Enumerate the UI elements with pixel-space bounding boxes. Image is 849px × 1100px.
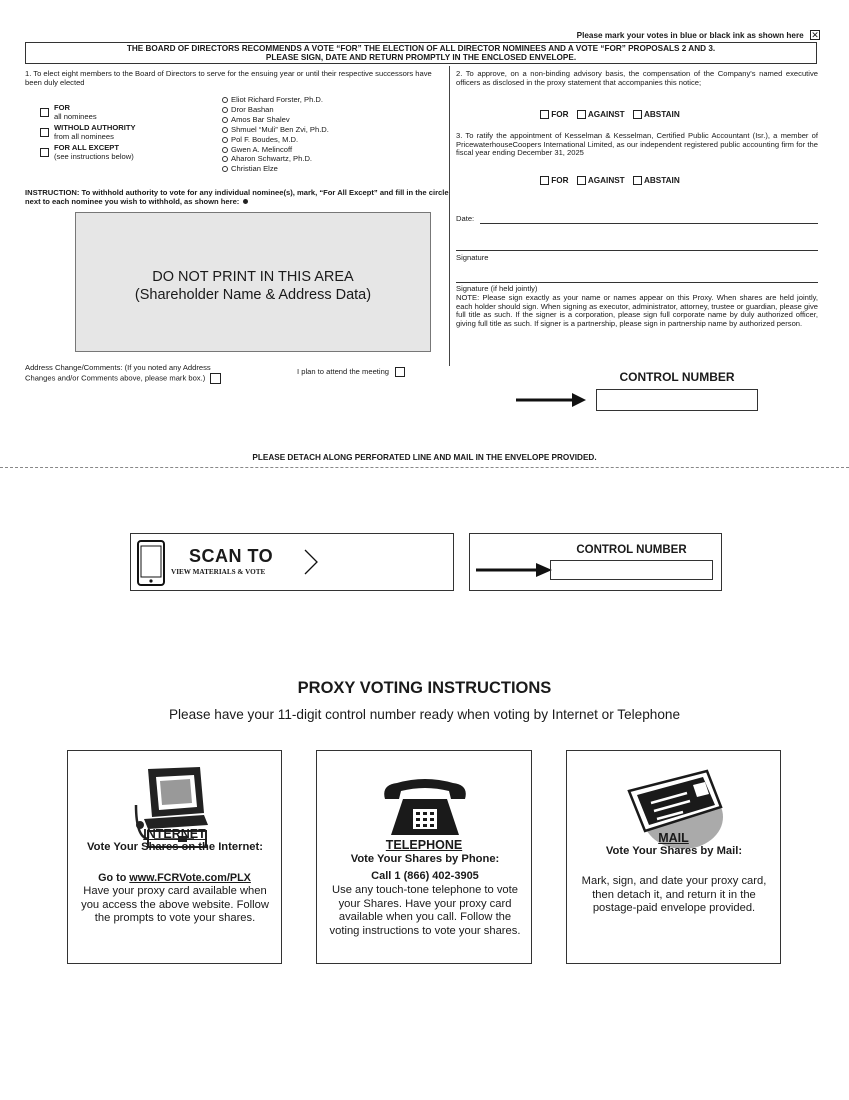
column-divider [449,66,450,366]
internet-title: INTERNET [143,827,206,841]
p3-abstain-checkbox[interactable] [633,176,642,185]
nominee-item[interactable]: Pol F. Boudes, M.D. [222,135,442,145]
board-recommendation-line1: THE BOARD OF DIRECTORS RECOMMENDS A VOTE “FOR” THE ELECTION OF ALL DIRECTOR NOMINEES AND A VOTE “FOR” PROPOSALS 2 AND 3. [126,44,716,53]
address-change-checkbox[interactable] [210,373,221,384]
p2-against-label: AGAINST [587,110,625,119]
control-number-box-bottom [469,533,722,591]
proposal-2-text: 2. To approve, on a non-binding advisory basis, the compensation of the Company's named executive officers as disclosed in the proxy statement that accompanies this notice; [456,69,818,87]
signature-joint-line[interactable] [456,282,818,283]
mark-votes-text: Please mark your votes in blue or black ink as shown here [576,31,804,40]
internet-goto: Go to www.FCRVote.com/PLX [98,872,251,884]
p2-abstain-label: ABSTAIN [643,110,680,119]
p3-against-label: AGAINST [587,176,625,185]
withhold-checkbox[interactable] [40,128,49,137]
for-all-checkbox[interactable] [40,108,49,117]
nominee-circle[interactable] [222,127,228,133]
for-all-except-label: FOR ALL EXCEPT [54,143,119,152]
nominee-circle[interactable] [222,107,228,113]
for-all-sub: all nominees [54,111,97,121]
perforated-line [0,467,849,468]
telephone-call: Call 1 (866) 402-3905 [371,870,479,882]
p3-against-checkbox[interactable] [577,176,586,185]
proposal-1-text: 1. To elect eight members to the Board of Directors to serve for the ensuing year or until their respective successors have been duly elected [25,69,432,87]
chevron-right-icon [303,548,319,576]
phone-icon [137,540,165,586]
proposal-3-votes [540,176,760,185]
nominee-item[interactable]: Christian Elze [222,164,442,174]
arrow-right-icon [516,392,586,408]
signature-joint-label: Signature (if held jointly) [456,284,538,293]
proposal-1-options [40,104,200,160]
do-not-print-line1: DO NOT PRINT IN THIS AREA [152,269,354,285]
board-recommendation-line2: PLEASE SIGN, DATE AND RETURN PROMPTLY IN THE ENCLOSED ENVELOPE. [265,53,577,63]
telephone-icon [377,777,473,839]
proposal-3-text: 3. To ratify the appointment of Kesselman & Kesselman, Certified Public Accountant (Isr.), a member of PricewaterhouseCoopers International Limited, as our independent registered public accounting firm for the fiscal year ending December 31, 2025 [456,131,818,158]
mail-card [566,750,781,964]
date-line[interactable] [480,223,818,224]
for-all-except-checkbox[interactable] [40,148,49,157]
signature-line[interactable] [456,250,818,251]
nominee-item[interactable]: Amos Bar Shalev [222,115,442,125]
nominee-circle[interactable] [222,137,228,143]
nominee-list [222,95,442,174]
internet-card [67,750,282,964]
address-area [75,212,431,352]
p3-abstain-label: ABSTAIN [643,176,680,185]
internet-heading: Vote Your Shares on the Internet: [87,841,263,853]
filled-circle-icon [243,199,248,204]
nominee-item[interactable]: Dror Bashan [222,105,442,115]
option-for-all-except [40,144,200,160]
board-recommendation-box [25,42,817,64]
x-example-box: ✕ [811,30,819,40]
nominee-item[interactable]: Gwen A. Melincoff [222,145,442,155]
attend-meeting-checkbox[interactable] [395,367,405,377]
do-not-print-line2: (Shareholder Name & Address Data) [134,287,372,303]
scan-to-text: SCAN TO [189,546,274,566]
nominee-circle[interactable] [222,166,228,172]
nominee-item[interactable]: Eliot Richard Forster, Ph.D. [222,95,442,105]
for-all-label: FOR [54,103,71,112]
view-materials-text: VIEW MATERIALS & VOTE [171,568,266,576]
nominee-item[interactable]: Aharon Schwartz, Ph.D. [222,154,442,164]
p2-for-label: FOR [551,110,569,119]
p2-for-checkbox[interactable] [540,110,549,119]
withhold-label: WITHOLD AUTHORITY [54,123,136,132]
telephone-title: TELEPHONE [385,838,463,852]
p2-abstain-checkbox[interactable] [633,110,642,119]
telephone-body: Use any touch-tone telephone to vote your Shares. Have your proxy card available when you call. Follow the voting instructions to vote your shares. [329,884,521,937]
control-number-label-top: CONTROL NUMBER [619,370,735,384]
address-change-text [25,364,295,384]
mark-votes-note [520,30,820,40]
instructions-title: PROXY VOTING INSTRUCTIONS [297,679,552,697]
attend-meeting-label: I plan to attend the meeting [297,367,390,376]
instructions-subtitle: Please have your 11-digit control number ready when voting by Internet or Telephone [168,707,681,722]
mail-title: MAIL [658,831,689,845]
control-number-input-top[interactable] [596,389,758,411]
date-label: Date: [456,214,475,223]
withhold-sub: from all nominees [54,131,114,141]
p2-against-checkbox[interactable] [577,110,586,119]
for-all-except-sub: (see instructions below) [54,151,134,161]
p3-for-checkbox[interactable] [540,176,549,185]
proposal-2-votes [540,110,760,119]
mail-heading: Vote Your Shares by Mail: [605,845,743,857]
nominee-item[interactable]: Shmuel “Muli” Ben Zvi, Ph.D. [222,125,442,135]
internet-body: Have your proxy card available when you access the above website. Follow the prompts to vote your shares. [81,885,269,925]
option-withhold [40,124,200,140]
nominee-circle[interactable] [222,156,228,162]
detach-text: PLEASE DETACH ALONG PERFORATED LINE AND MAIL IN THE ENVELOPE PROVIDED. [252,453,597,462]
telephone-card [316,750,532,964]
nominee-circle[interactable] [222,97,228,103]
address-change-line1: Address Change/Comments: (If you noted any Address [25,363,211,372]
arrow-right-icon [476,562,552,578]
internet-url-link[interactable]: www.FCRVote.com/PLX [129,872,251,884]
telephone-heading: Vote Your Shares by Phone: [350,853,500,865]
control-number-label-bottom: CONTROL NUMBER [576,544,687,556]
address-change-line2: Changes and/or Comments above, please mark box.) [25,373,295,384]
control-number-input-bottom[interactable] [550,560,713,580]
signature-note: NOTE: Please sign exactly as your name or names appear on this Proxy. When shares are held jointly, each holder should sign. When signing as executor, administrator, attorney, trustee or guardian, please give full title as such. If the signer is a corporation, please sign full corporate name by duly authorized officer, giving full title as such. If signer is a partnership, please sign in partnership name by authorized person. [456,293,818,328]
option-for-all [40,104,200,120]
mail-body: Mark, sign, and date your proxy card, then detach it, and return it in the postage-paid envelope provided. [581,875,767,915]
withhold-instruction: INSTRUCTION: To withhold authority to vote for any individual nominee(s), mark, “For All Except” and fill in the circle next to each nominee you wish to withhold, as shown here: [25,188,449,206]
nominee-circle[interactable] [222,117,228,123]
signature-label: Signature [456,253,489,262]
p3-for-label: FOR [551,176,569,185]
scan-box[interactable] [130,533,454,591]
nominee-circle[interactable] [222,147,228,153]
attend-meeting [297,367,405,377]
